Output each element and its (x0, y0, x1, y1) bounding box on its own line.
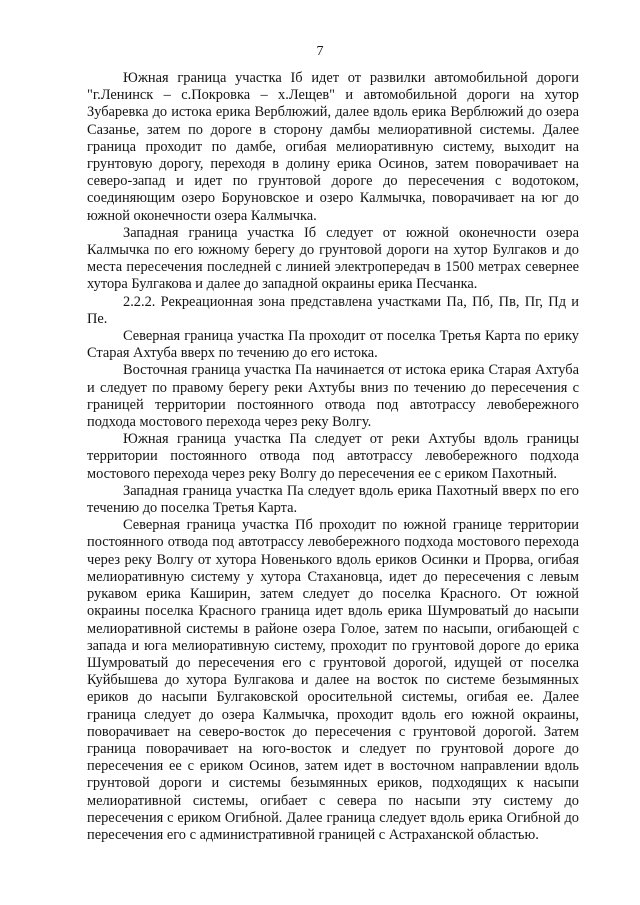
paragraph-recreational-zone: 2.2.2. Рекреационная зона представлена участками Па, Пб, Пв, Пг, Пд и Пе. (87, 293, 579, 327)
body-text (87, 70, 579, 844)
paragraph-south-boundary-2a: Южная граница участка Па следует от реки Ахтубы вдоль границы территории постоянного отвода под автотрассу левобережного подхода мостового перехода через реку Волгу до пересечения ее с ериком Пахотный. (87, 431, 579, 482)
page-number: 7 (316, 44, 324, 59)
paragraph-north-boundary-2b: Северная граница участка Пб проходит по южной границе территории постоянного отвода под автотрассу левобережного подхода мостового перехода через реку Волгу от хутора Новенького вдоль ериков Осинки и Прорва, огибая мелиоративную систему у хутора Стахановца, идет до пересечения с левым рукавом ерика Каширин, затем следует до поселка Красного. От южной окраины поселка Красного граница идет вдоль ерика Шумроватый до насыпи мелиоративной системы в районе озера Голое, затем по насыпи, огибающей с запада и юга мелиоративную систему, проходит по грунтовой дороге до ерика Шумроватый до пересечения его с грунтовой дорогой, идущей от поселка Куйбышева до хутора Булгакова и далее на восток по системе безымянных ериков до насыпи Булгаковской оросительной системы, огибая ее. Далее граница следует до озера Калмычка, проходит вдоль его южной окраины, поворачивает на северо-восток до пересечения с грунтовой дорогой. Затем граница поворачивает на юго-восток и следует по грунтовой дороге до пересечения ее с ериком Осинов, затем идет в восточном направлении вдоль грунтовой дороги и системы безымянных ериков, подходящих к насыпи мелиоративной системы, огибает с севера по насыпи эту систему до пересечения с ериком Огибной. Далее граница следует вдоль ерика Огибной до пересечения его с административной границей с Астраханской областью. (87, 517, 579, 843)
paragraph-north-boundary-2a: Северная граница участка Па проходит от поселка Третья Карта по ерику Старая Ахтуба вверх по течению до его истока. (87, 328, 579, 362)
paragraph-west-boundary-2a: Западная граница участка Па следует вдоль ерика Пахотный вверх по его течению до поселка Третья Карта. (87, 482, 579, 517)
paragraph-west-boundary-1b: Западная граница участка Іб следует от южной оконечности озера Калмычка по его южному берегу до грунтовой дороги на хутор Булгаков и до места пересечения последней с линией электропередач в 1500 метрах севернее хутора Булгакова и далее до западной окраины ерика Песчанка. (87, 224, 579, 293)
paragraph-east-boundary-2a: Восточная граница участка Па начинается от истока ерика Старая Ахтуба и следует по правому берегу реки Ахтубы вниз по течению до пересечения с границей территории постоянного отвода под автотрассу левобережного подхода мостового перехода через реку Волгу. (87, 362, 579, 431)
paragraph-south-boundary-1b: Южная граница участка Іб идет от развилки автомобильной дороги "г.Ленинск – с.Покровка – х.Лещев" и автомобильной дороги на хутор Зубаревка до истока ерика Верблюжий, далее вдоль ерика Верблюжий до озера Сазанье, затем по дороге в сторону дамбы мелиоративной системы. Далее граница проходит по дамбе, огибая мелиоративную систему, выходит на грунтовую дорогу, переходя в долину ерика Осинов, затем поворачивает на северо-запад и идет по грунтовой дороге до пересечения с водотоком, соединяющим озеро Боруновское и озеро Калмычка, поворачивает на юг до южной оконечности озера Калмычка. (87, 70, 579, 224)
